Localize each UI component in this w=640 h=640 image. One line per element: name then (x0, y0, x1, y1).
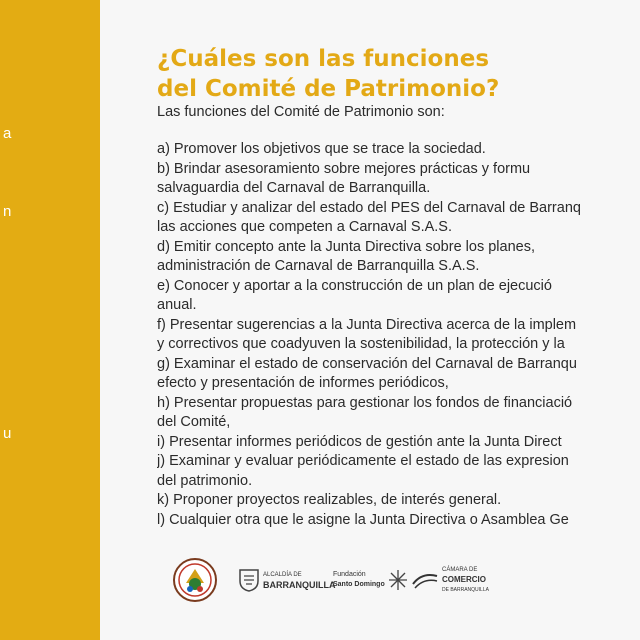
list-item (157, 394, 640, 433)
list-item-line: g) Examinar el estado de conservación del Carnaval de Barranqu (157, 355, 577, 372)
functions-list (157, 140, 640, 530)
list-item-line: h) Presentar propuestas para gestionar los fondos de financiació (157, 394, 573, 411)
sponsor-logos (170, 555, 640, 605)
list-item (157, 433, 640, 453)
list-item-line: b) Brindar asesoramiento sobre mejores prácticas y formu (157, 160, 531, 177)
title-line-2: del Comité de Patrimonio? (157, 76, 500, 102)
list-item-line: las acciones que competen a Carnaval S.A.S. (157, 219, 452, 235)
list-item (157, 199, 640, 238)
list-item-line: salvaguardia del Carnaval de Barranquilla. (157, 180, 431, 196)
list-item-line: c) Estudiar y analizar del estado del PES del Carnaval de Barranq (157, 199, 581, 216)
list-item (157, 238, 640, 277)
list-item-line: administración de Carnaval de Barranquilla S.A.S. (157, 258, 480, 274)
left-text-fragment: a (3, 125, 12, 142)
carnaval-crest-icon (172, 557, 218, 603)
alcaldia-line-2: BARRANQUILLA (263, 580, 336, 590)
list-item-line: l) Cualquier otra que le asigne la Junta Directiva o Asamblea Ge (157, 511, 569, 528)
camara-line-2: COMERCIO (442, 575, 486, 584)
list-item (157, 316, 640, 355)
list-item-line: anual. (157, 297, 197, 313)
intro-text: Las funciones del Comité de Patrimonio son: (157, 104, 445, 120)
camara-comercio-logo (410, 555, 489, 605)
list-item-line: k) Proponer proyectos realizables, de interés general. (157, 492, 502, 508)
list-item-line: del Comité, (157, 414, 231, 430)
camara-swoosh-icon (410, 568, 440, 592)
list-item-line: del patrimonio. (157, 472, 253, 489)
left-text-fragment: u (3, 425, 12, 442)
carnaval-crest-logo (172, 555, 218, 605)
list-item (157, 452, 640, 491)
list-item (157, 511, 640, 531)
list-item-line: i) Presentar informes periódicos de gestión ante la Junta Direct (157, 433, 562, 450)
list-item-line: y correctivos que coadyuven la sostenibilidad, la protección y la (157, 336, 565, 352)
list-item (157, 160, 640, 199)
fundacion-line-2: Santo Domingo (333, 581, 385, 588)
alcaldia-line-1: ALCALDÍA DE (263, 572, 302, 578)
page-title (157, 44, 499, 104)
fundacion-santo-domingo-logo (333, 555, 409, 605)
list-item-line: j) Examinar y evaluar periódicamente el estado de las expresion (157, 453, 569, 469)
left-text-fragment: n (3, 203, 12, 220)
list-item (157, 491, 640, 511)
fundacion-line-1: Fundación (333, 571, 366, 578)
list-item-line: d) Emitir concepto ante la Junta Directiva sobre los planes, (157, 238, 535, 255)
alcaldia-barranquilla-logo (238, 555, 336, 605)
list-item (157, 277, 640, 316)
list-item (157, 355, 640, 394)
title-line-1: ¿Cuáles son las funciones (157, 46, 490, 72)
list-item-line: e) Conocer y aportar a la construcción de un plan de ejecució (157, 277, 552, 294)
left-accent-panel (0, 0, 100, 640)
list-item (157, 140, 640, 160)
star-burst-icon (387, 568, 409, 592)
list-item-line: f) Presentar sugerencias a la Junta Directiva acerca de la implem (157, 316, 577, 333)
camara-line-1: CÁMARA DE (442, 567, 478, 573)
list-item-line: efecto y presentación de informes periódicos, (157, 375, 449, 391)
city-shield-icon (238, 568, 260, 592)
list-item-line: a) Promover los objetivos que se trace la sociedad. (157, 141, 486, 157)
camara-line-3: DE BARRANQUILLA (442, 587, 489, 593)
